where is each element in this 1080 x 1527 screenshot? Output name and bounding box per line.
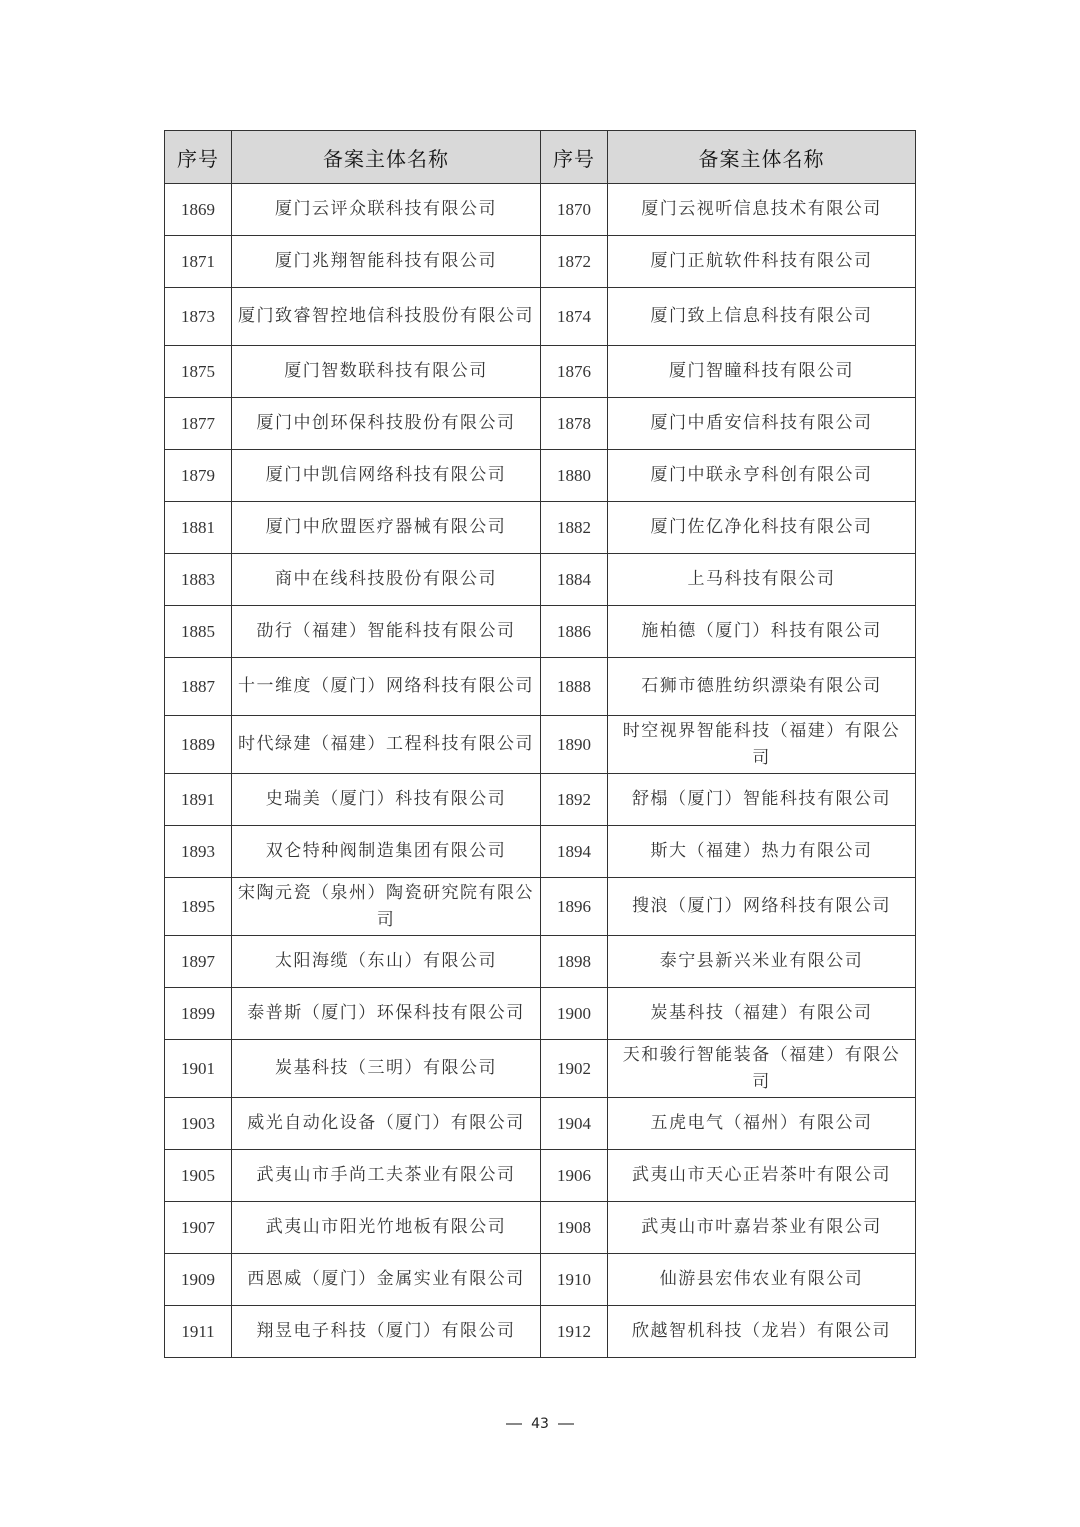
footer-dash-left [506,1423,522,1425]
serial-left: 1885 [165,606,232,658]
serial-right: 1878 [541,398,608,450]
serial-left: 1869 [165,184,232,236]
table-row [165,936,916,988]
serial-right: 1886 [541,606,608,658]
company-name-left: 双仑特种阀制造集团有限公司 [232,826,541,878]
company-name-right: 炭基科技（福建）有限公司 [608,988,916,1040]
header-serial-left: 序号 [165,131,232,184]
company-name-left: 威光自动化设备（厦门）有限公司 [232,1098,541,1150]
company-name-right: 搜浪（厦门）网络科技有限公司 [608,878,916,936]
company-name-right: 厦门云视听信息技术有限公司 [608,184,916,236]
serial-left: 1877 [165,398,232,450]
table-row [165,502,916,554]
company-name-left: 劭行（福建）智能科技有限公司 [232,606,541,658]
company-name-right: 石狮市德胜纺织漂染有限公司 [608,658,916,716]
table-row [165,606,916,658]
serial-left: 1871 [165,236,232,288]
header-name-left: 备案主体名称 [232,131,541,184]
table-row [165,988,916,1040]
serial-right: 1904 [541,1098,608,1150]
company-name-right: 天和骏行智能装备（福建）有限公司 [608,1040,916,1098]
company-name-left: 翔昱电子科技（厦门）有限公司 [232,1306,541,1358]
company-name-left: 宋陶元瓷（泉州）陶瓷研究院有限公司 [232,878,541,936]
table-row [165,1202,916,1254]
company-name-left: 厦门中创环保科技股份有限公司 [232,398,541,450]
company-name-left: 厦门兆翔智能科技有限公司 [232,236,541,288]
serial-left: 1887 [165,658,232,716]
serial-left: 1897 [165,936,232,988]
company-name-left: 十一维度（厦门）网络科技有限公司 [232,658,541,716]
table-row [165,184,916,236]
company-name-left: 厦门中欣盟医疗器械有限公司 [232,502,541,554]
company-name-left: 泰普斯（厦门）环保科技有限公司 [232,988,541,1040]
company-name-right: 厦门中联永亨科创有限公司 [608,450,916,502]
serial-right: 1890 [541,716,608,774]
serial-right: 1882 [541,502,608,554]
table-row [165,288,916,346]
serial-right: 1870 [541,184,608,236]
table-row [165,450,916,502]
serial-left: 1905 [165,1150,232,1202]
company-name-left: 厦门致睿智控地信科技股份有限公司 [232,288,541,346]
company-name-left: 史瑞美（厦门）科技有限公司 [232,774,541,826]
serial-left: 1873 [165,288,232,346]
serial-left: 1881 [165,502,232,554]
page-footer [0,1416,1080,1432]
serial-right: 1908 [541,1202,608,1254]
registration-table [164,130,916,1358]
company-name-right: 欣越智机科技（龙岩）有限公司 [608,1306,916,1358]
table-row [165,716,916,774]
serial-left: 1895 [165,878,232,936]
serial-left: 1901 [165,1040,232,1098]
company-name-right: 厦门中盾安信科技有限公司 [608,398,916,450]
serial-right: 1894 [541,826,608,878]
serial-left: 1909 [165,1254,232,1306]
serial-left: 1907 [165,1202,232,1254]
company-name-left: 炭基科技（三明）有限公司 [232,1040,541,1098]
table-row [165,878,916,936]
serial-right: 1876 [541,346,608,398]
company-name-right: 斯大（福建）热力有限公司 [608,826,916,878]
company-name-left: 西恩威（厦门）金属实业有限公司 [232,1254,541,1306]
serial-right: 1906 [541,1150,608,1202]
company-name-left: 厦门云评众联科技有限公司 [232,184,541,236]
page-number: 43 [531,1416,549,1432]
header-name-right: 备案主体名称 [608,131,916,184]
serial-left: 1893 [165,826,232,878]
serial-left: 1879 [165,450,232,502]
company-name-right: 舒榻（厦门）智能科技有限公司 [608,774,916,826]
company-name-right: 厦门智瞳科技有限公司 [608,346,916,398]
serial-left: 1875 [165,346,232,398]
serial-left: 1891 [165,774,232,826]
serial-left: 1889 [165,716,232,774]
serial-right: 1880 [541,450,608,502]
serial-left: 1899 [165,988,232,1040]
footer-dash-right [558,1423,574,1425]
table-body [165,184,916,1358]
company-name-right: 仙游县宏伟农业有限公司 [608,1254,916,1306]
serial-left: 1911 [165,1306,232,1358]
serial-right: 1888 [541,658,608,716]
table-row [165,398,916,450]
company-name-right: 武夷山市叶嘉岩茶业有限公司 [608,1202,916,1254]
company-name-right: 厦门佐亿净化科技有限公司 [608,502,916,554]
company-name-left: 武夷山市手尚工夫茶业有限公司 [232,1150,541,1202]
serial-left: 1903 [165,1098,232,1150]
company-name-right: 泰宁县新兴米业有限公司 [608,936,916,988]
company-name-left: 时代绿建（福建）工程科技有限公司 [232,716,541,774]
serial-right: 1884 [541,554,608,606]
serial-right: 1872 [541,236,608,288]
company-name-right: 五虎电气（福州）有限公司 [608,1098,916,1150]
table-row [165,826,916,878]
table-row [165,774,916,826]
table-row [165,554,916,606]
company-name-right: 上马科技有限公司 [608,554,916,606]
company-name-right: 厦门致上信息科技有限公司 [608,288,916,346]
serial-right: 1902 [541,1040,608,1098]
serial-right: 1912 [541,1306,608,1358]
serial-right: 1898 [541,936,608,988]
header-serial-right: 序号 [541,131,608,184]
table-row [165,346,916,398]
table-row [165,658,916,716]
company-name-left: 商中在线科技股份有限公司 [232,554,541,606]
company-name-left: 武夷山市阳光竹地板有限公司 [232,1202,541,1254]
serial-right: 1892 [541,774,608,826]
serial-right: 1874 [541,288,608,346]
company-name-right: 时空视界智能科技（福建）有限公司 [608,716,916,774]
company-name-right: 施柏德（厦门）科技有限公司 [608,606,916,658]
company-name-right: 武夷山市天心正岩茶叶有限公司 [608,1150,916,1202]
serial-right: 1900 [541,988,608,1040]
table-row [165,1098,916,1150]
company-name-left: 太阳海缆（东山）有限公司 [232,936,541,988]
table-row [165,1306,916,1358]
company-name-right: 厦门正航软件科技有限公司 [608,236,916,288]
company-name-left: 厦门智数联科技有限公司 [232,346,541,398]
table-row [165,1150,916,1202]
table-row [165,1254,916,1306]
table-header-row [165,131,916,184]
table-row [165,236,916,288]
company-name-left: 厦门中凯信网络科技有限公司 [232,450,541,502]
serial-right: 1910 [541,1254,608,1306]
serial-right: 1896 [541,878,608,936]
table-row [165,1040,916,1098]
serial-left: 1883 [165,554,232,606]
